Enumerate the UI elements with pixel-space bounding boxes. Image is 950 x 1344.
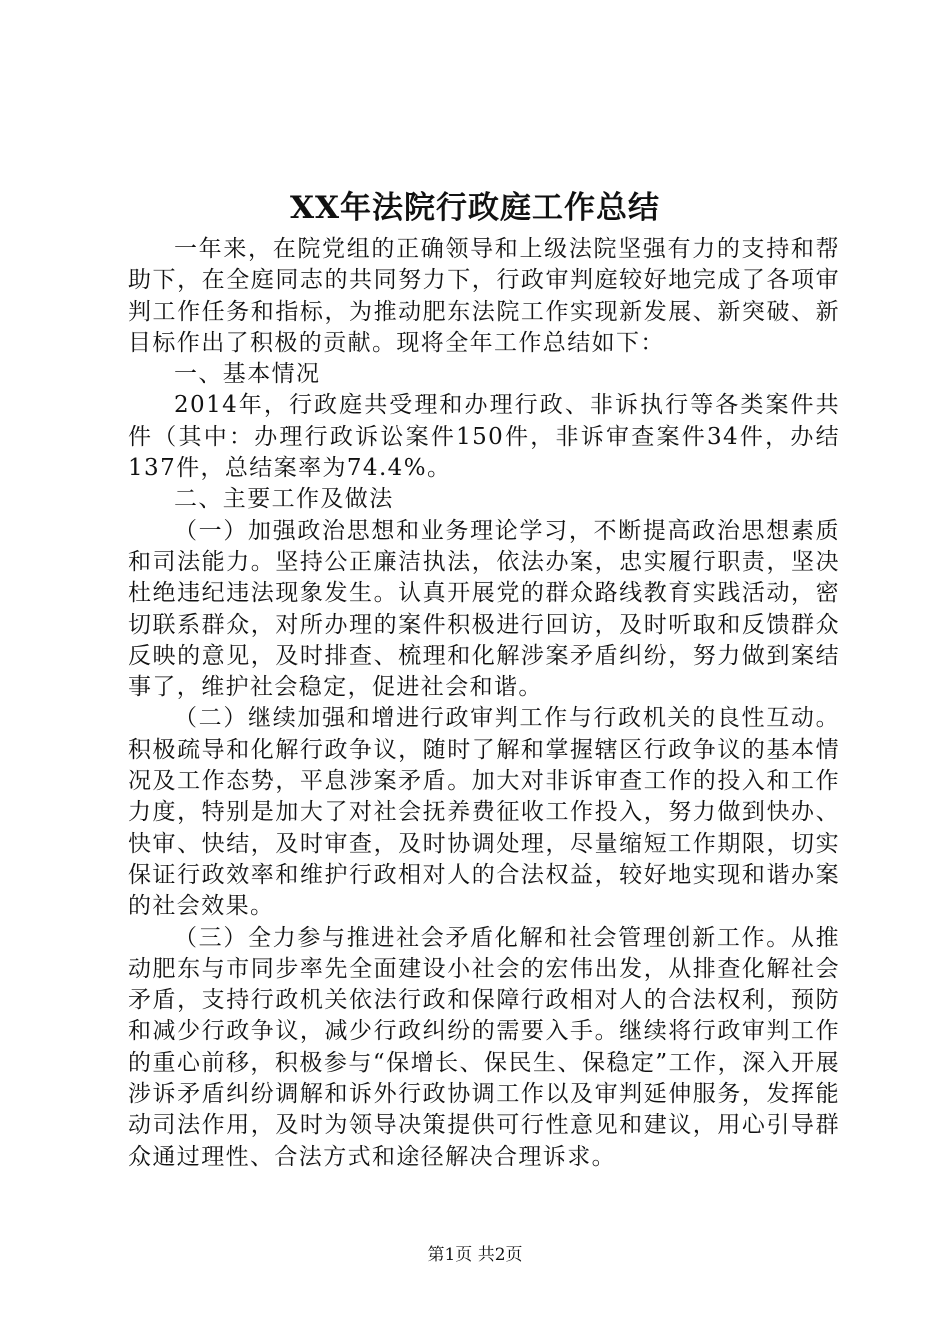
paragraph-item-2: （二）继续加强和增进行政审判工作与行政机关的良性互动。积极疏导和化解行政争议，随时了解和掌握辖区行政争议的基本情况及工作态势，平息涉案矛盾。加大对非诉审查工作的投入和工作力度，特别是加大了对社会抚养费征收工作投入，努力做到快办、快审、快结，及时审查，及时协调处理，尽量缩短工作期限，切实保证行政效率和维护行政相对人的合法权益，较好地实现和谐办案的社会效果。 <box>128 705 840 920</box>
section-heading-main-work: 二、主要工作及做法 <box>174 486 394 513</box>
section-heading-basic-situation: 一、基本情况 <box>174 361 321 388</box>
paragraph-item-1: （一）加强政治思想和业务理论学习，不断提高政治思想素质和司法能力。坚持公正廉洁执法，依法办案，忠实履行职责，坚决杜绝违纪违法现象发生。认真开展党的群众路线教育实践活动，密切联系群众，对所办理的案件积极进行回访，及时听取和反馈群众反映的意见，及时排查、梳理和化解涉案矛盾纠纷，努力做到案结事了，维护社会稳定，促进社会和谐。 <box>128 517 840 701</box>
paragraph-item-3: （三）全力参与推进社会矛盾化解和社会管理创新工作。从推动肥东与市同步率先全面建设小社会的宏伟出发，从排查化解社会矛盾，支持行政机关依法行政和保障行政相对人的合法权利，预防和减少行政争议，减少行政纠纷的需要入手。继续将行政审判工作的重心前移，积极参与“保增长、保民生、保稳定”工作，深入开展涉诉矛盾纠纷调解和诉外行政协调工作以及审判延伸服务，发挥能动司法作用，及时为领导决策提供可行性意见和建议，用心引导群众通过理性、合法方式和途径解决合理诉求。 <box>128 924 840 1170</box>
paragraph-basic-situation: 2014年，行政庭共受理和办理行政、非诉执行等各类案件共件（其中：办理行政诉讼案件150件，非诉审查案件34件，办结137件，总结案率为74.4%。 <box>128 392 840 482</box>
document-body <box>128 234 840 1173</box>
paragraph-intro: 一年来，在院党组的正确领导和上级法院坚强有力的支持和帮助下，在全庭同志的共同努力下，行政审判庭较好地完成了各项审判工作任务和指标，为推动肥东法院工作实现新发展、新突破、新目标作出了积极的贡献。现将全年工作总结如下： <box>128 236 840 356</box>
page-number-footer: 第1页 共2页 <box>427 1245 523 1265</box>
document-title: XX年法院行政庭工作总结 <box>289 190 661 226</box>
